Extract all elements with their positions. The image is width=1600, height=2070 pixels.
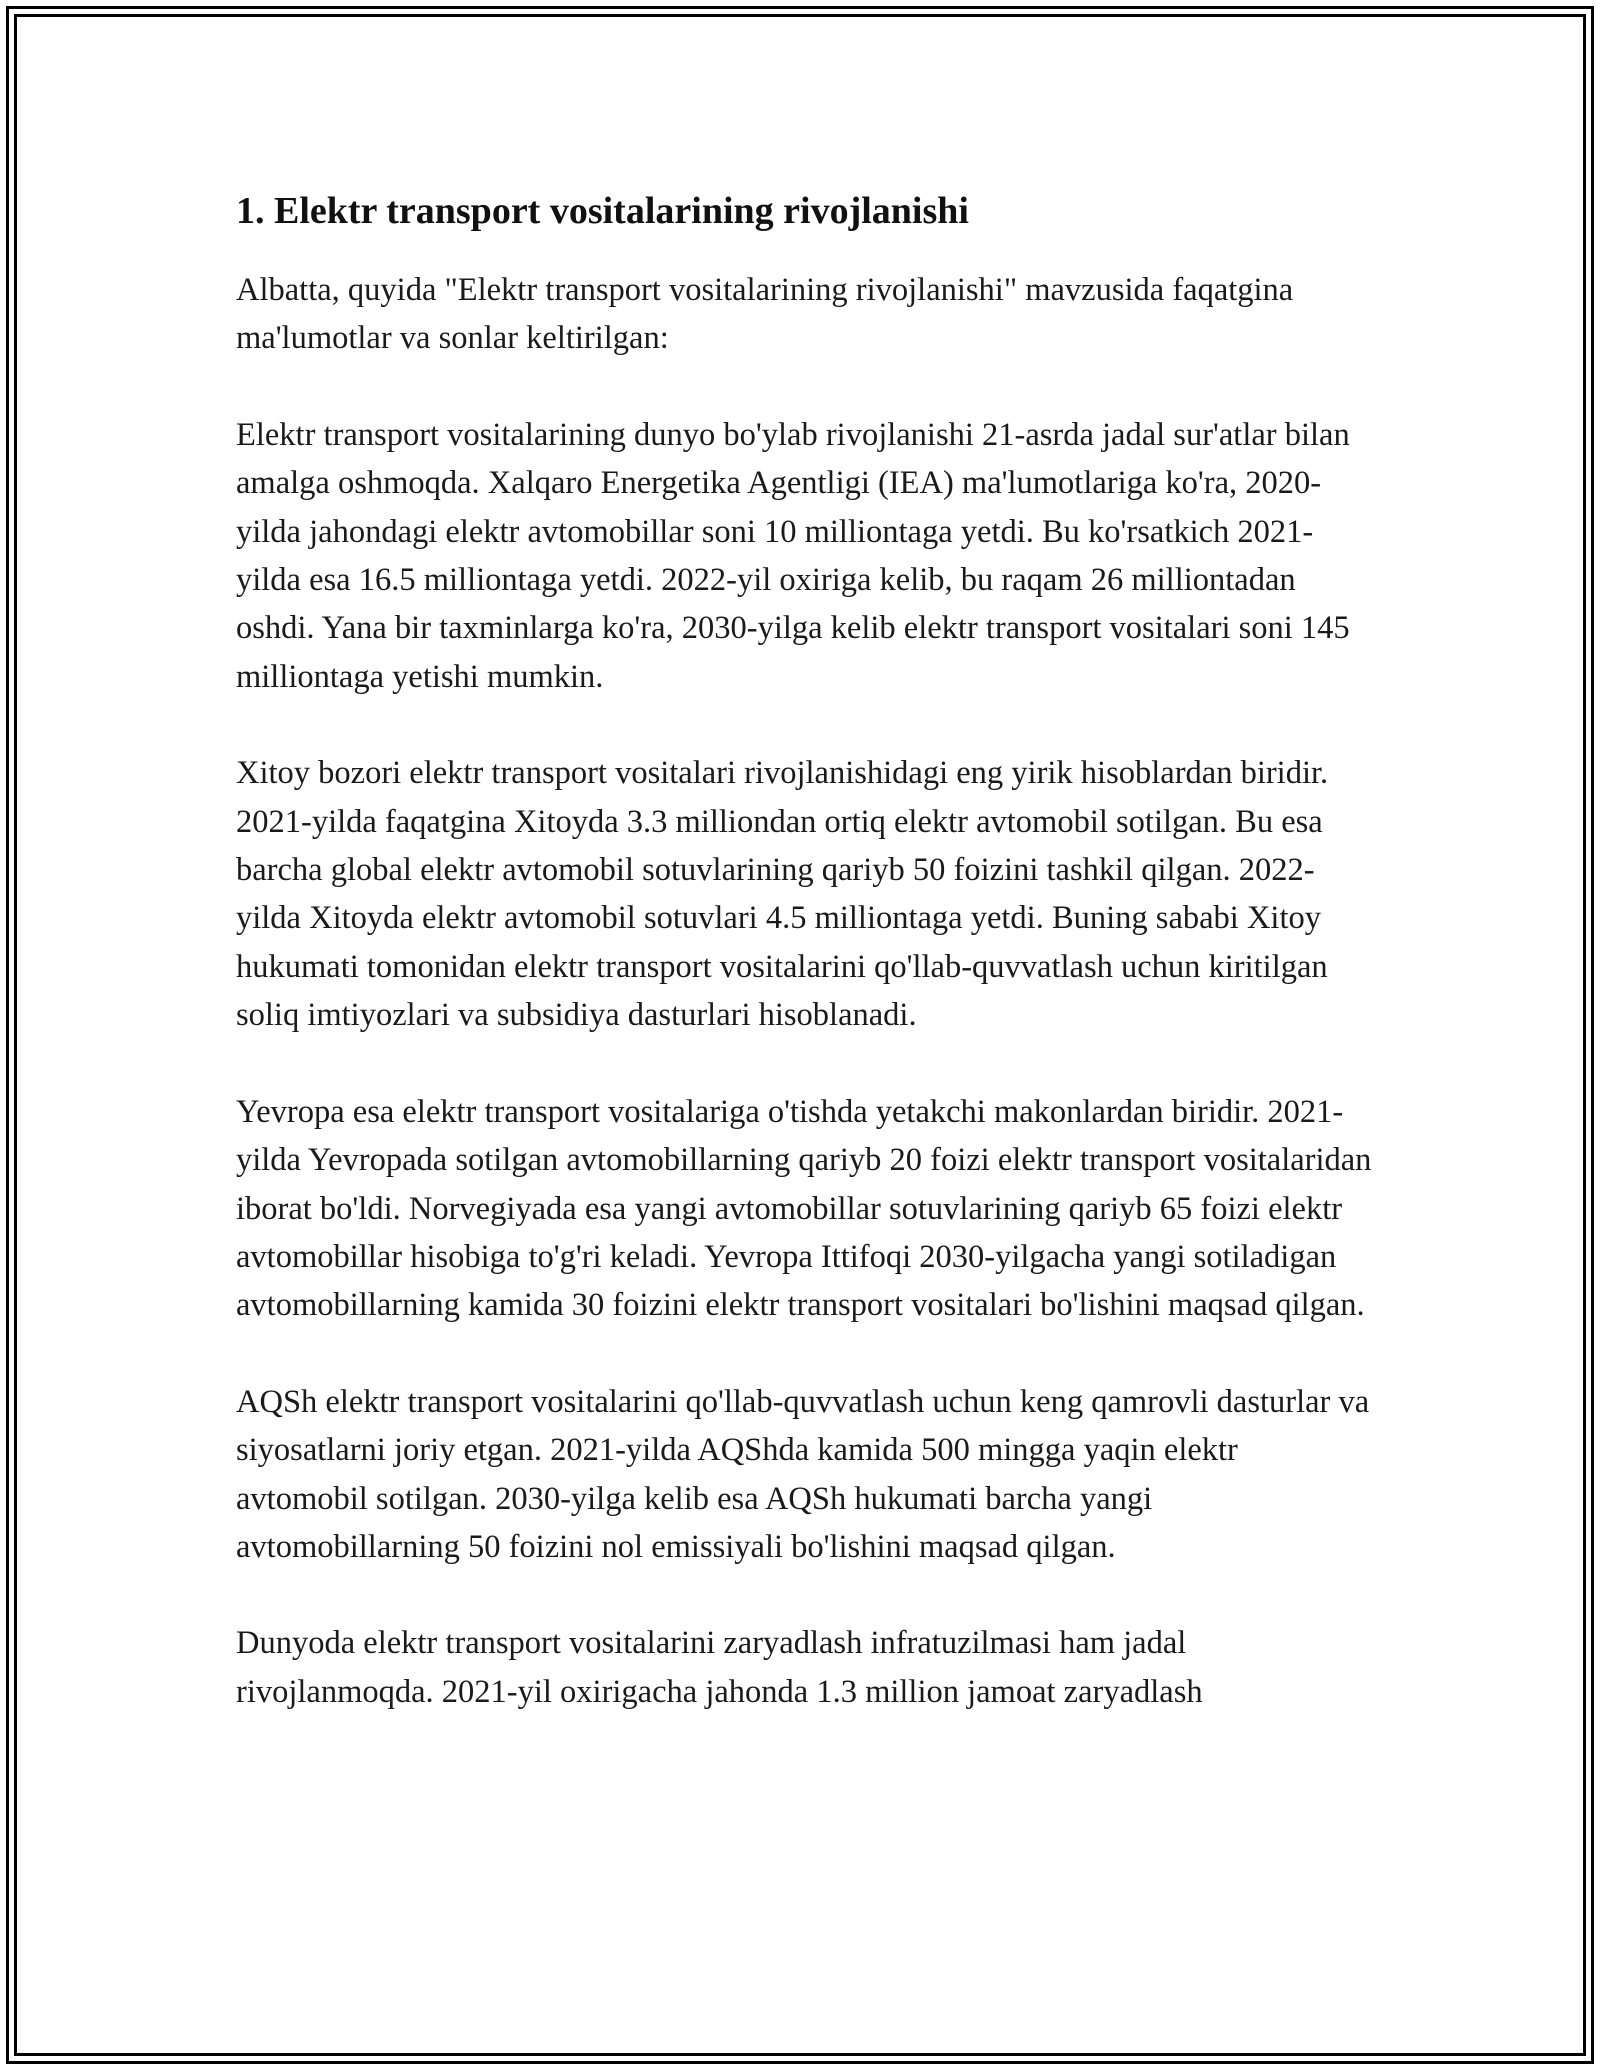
paragraph-europe: Yevropa esa elektr transport vositalariga o'tishda yetakchi makonlardan biridir. 2021-yilda Yevropada sotilgan avtomobillarning qariyb 20 foizi elektr transport vositalaridan iborat bo'ldi. Norvegiyada esa yangi avtomobillar sotuvlarining qariyb 65 foizi elektr avtomobillar hisobiga to'g'ri keladi. Yevropa Ittifoqi 2030-yilgacha yangi sotiladigan avtomobillarning kamida 30 foizini elektr transport vositalari bo'lishini maqsad qilgan. xyxy=(236,1093,1372,1324)
paragraph-charging-infrastructure: Dunyoda elektr transport vositalarini zaryadlash infratuzilmasi ham jadal rivojlanmoqda. 2021-yil oxirigacha jahonda 1.3 million jamoat zaryadlash xyxy=(236,1625,1203,1710)
document-body xyxy=(236,186,1376,1764)
document-title: 1. Elektr transport vositalarining rivojlanishi xyxy=(236,190,969,232)
paragraph-china-market: Xitoy bozori elektr transport vositalari rivojlanishidagi eng yirik hisoblardan biridir. 2021-yilda faqatgina Xitoyda 3.3 milliondan ortiq elektr avtomobil sotilgan. Bu esa barcha global elektr avtomobil sotuvlarining qariyb 50 foizini tashkil qilgan. 2022-yilda Xitoyda elektr avtomobil sotuvlari 4.5 milliontaga yetdi. Buning sababi Xitoy hukumati tomonidan elektr transport vositalarini qo'llab-quvvatlash uchun kiritilgan soliq imtiyozlari va subsidiya dasturlari hisoblanadi. xyxy=(236,755,1329,1034)
intro-paragraph: Albatta, quyida "Elektr transport vositalarining rivojlanishi" mavzusida faqatgina ma'lumotlar va sonlar keltirilgan: xyxy=(236,272,1294,357)
paragraph-global-growth: Elektr transport vositalarining dunyo bo'ylab rivojlanishi 21-asrda jadal sur'atlar bilan amalga oshmoqda. Xalqaro Energetika Agentligi (IEA) ma'lumotlariga ko'ra, 2020-yilda jahondagi elektr avtomobillar soni 10 milliontaga yetdi. Bu ko'rsatkich 2021-yilda esa 16.5 milliontaga yetdi. 2022-yil oxiriga kelib, bu raqam 26 milliontadan oshdi. Yana bir taxminlarga ko'ra, 2030-yilga kelib elektr transport vositalari soni 145 milliontaga yetishi mumkin. xyxy=(236,416,1350,695)
paragraph-usa: AQSh elektr transport vositalarini qo'llab-quvvatlash uchun keng qamrovli dasturlar va siyosatlarni joriy etgan. 2021-yilda AQShda kamida 500 mingga yaqin elektr avtomobil sotilgan. 2030-yilga kelib esa AQSh hukumati barcha yangi avtomobillarning 50 foizini nol emissiyali bo'lishini maqsad qilgan. xyxy=(236,1383,1370,1565)
